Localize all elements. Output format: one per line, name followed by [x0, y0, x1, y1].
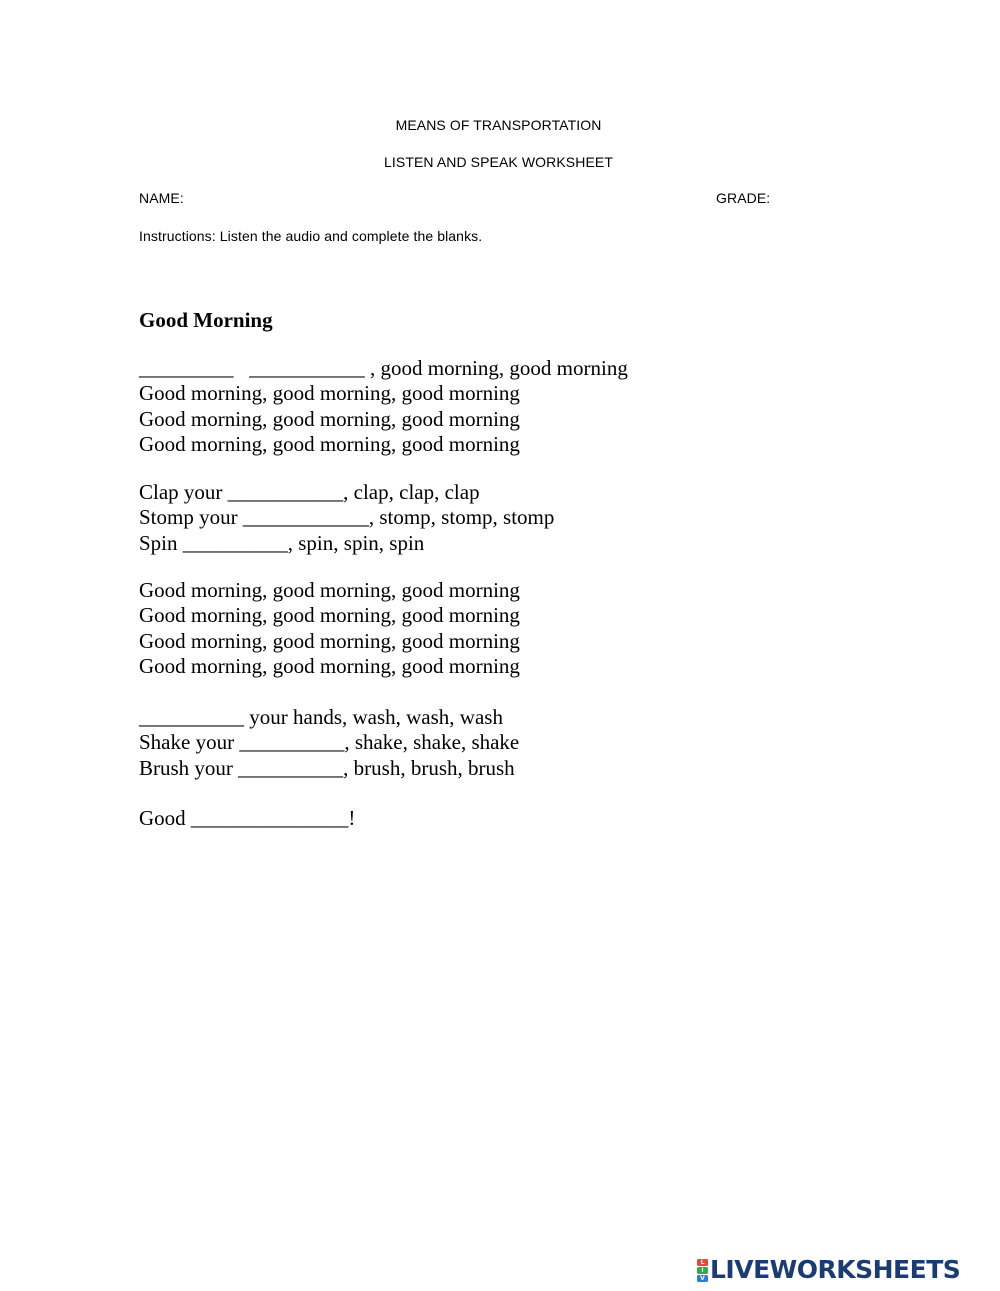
lyric-line: Brush your __________, brush, brush, brush: [139, 755, 515, 780]
logo-blocks-icon: [697, 1259, 708, 1282]
stanza-4: [139, 705, 519, 781]
lyric-line: _________ ___________ , good morning, good morning: [139, 356, 628, 380]
name-label: NAME:: [139, 190, 184, 206]
liveworksheets-logo: [697, 1256, 960, 1284]
lyric-line: Good morning, good morning, good morning: [139, 381, 520, 406]
instructions-text: Instructions: Listen the audio and complete the blanks.: [139, 228, 483, 244]
lyric-line: Good morning, good morning, good morning: [139, 578, 520, 602]
worksheet-subtitle: LISTEN AND SPEAK WORKSHEET: [384, 154, 613, 170]
lyric-line: __________ your hands, wash, wash, wash: [139, 705, 503, 729]
logo-block-l: L: [697, 1259, 708, 1266]
stanza-2: [139, 480, 554, 556]
lyric-line: Good morning, good morning, good morning: [139, 628, 520, 653]
logo-text: LIVEWORKSHEETS: [710, 1255, 961, 1284]
lyric-line: Shake your __________, shake, shake, shake: [139, 730, 520, 755]
lyric-line: Good morning, good morning, good morning: [139, 653, 520, 678]
lyric-line: Good morning, good morning, good morning: [139, 603, 520, 628]
stanza-1: [139, 356, 628, 457]
grade-label: GRADE:: [716, 190, 771, 206]
worksheet-title: MEANS OF TRANSPORTATION: [395, 117, 602, 133]
lyric-line: Spin __________, spin, spin, spin: [139, 530, 425, 555]
stanza-3: [139, 578, 520, 679]
logo-block-i: I: [697, 1267, 708, 1274]
song-title: Good Morning: [139, 308, 273, 332]
lyric-line: Good morning, good morning, good morning: [139, 406, 520, 431]
stanza-5: [139, 806, 355, 831]
logo-block-v: V: [697, 1275, 708, 1282]
lyric-line: Good morning, good morning, good morning: [139, 431, 520, 456]
lyric-line: Good _______________!: [139, 806, 356, 830]
lyric-line: Stomp your ____________, stomp, stomp, stomp: [139, 505, 555, 530]
lyric-line: Clap your ___________, clap, clap, clap: [139, 480, 480, 504]
